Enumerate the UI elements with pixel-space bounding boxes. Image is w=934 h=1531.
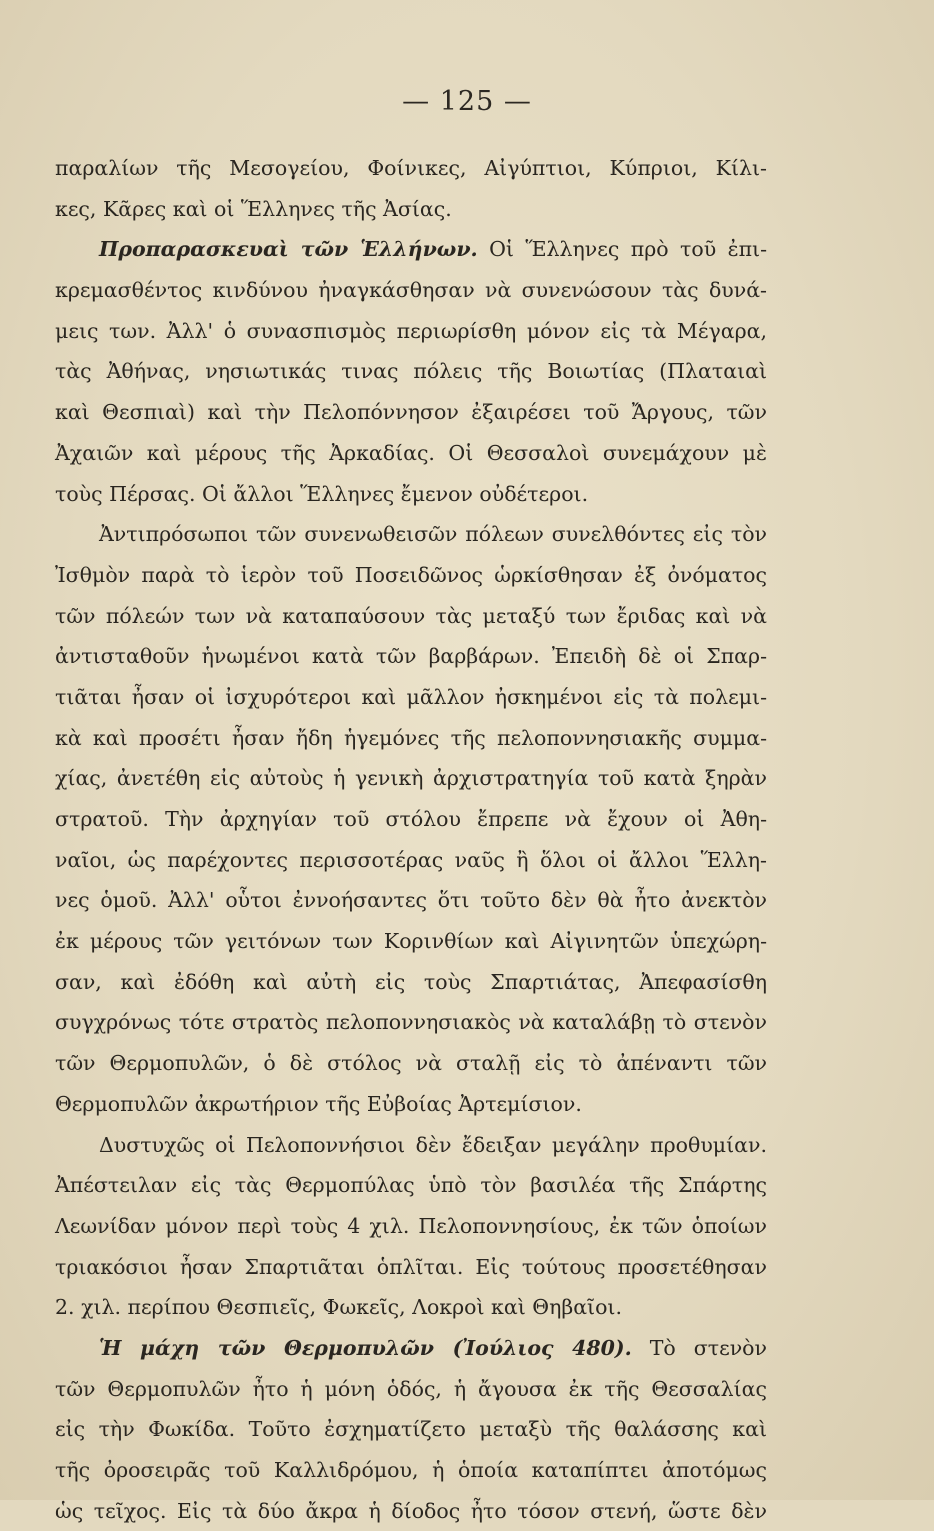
text-line xyxy=(55,311,767,352)
line-text: κες, Κᾶρες καὶ οἱ Ἕλληνες τῆς Ἀσίας. xyxy=(55,196,452,221)
line-text: 2. χιλ. περίπου Θεσπιεῖς, Φωκεῖς, Λοκροὶ καὶ Θηβαῖοι. xyxy=(55,1295,622,1320)
line-text: Δυστυχῶς οἱ Πελοποννήσιοι δὲν ἔδειξαν μεγάλην προθυμίαν. xyxy=(99,1132,767,1157)
line-text: τῶν Θερμοπυλῶν, ὁ δὲ στόλος νὰ σταλῇ εἰς τὸ ἀπέναντι τῶν xyxy=(55,1051,767,1076)
text-line xyxy=(55,840,767,881)
line-text: σαν, καὶ ἐδόθη καὶ αὐτὴ εἰς τοὺς Σπαρτιάτας, Ἀπεφασίσθη xyxy=(55,969,767,994)
text-line xyxy=(55,1002,767,1043)
text-line xyxy=(55,1369,767,1410)
line-text: ἀντισταθοῦν ἡνωμένοι κατὰ τῶν βαρβάρων. Ἐπειδὴ δὲ οἱ Σπαρ- xyxy=(55,644,767,669)
line-text: τὰς Ἀθήνας, νησιωτικάς τινας πόλεις τῆς Βοιωτίας (Πλαταιαὶ xyxy=(55,359,767,384)
line-text: τοὺς Πέρσας. Οἱ ἄλλοι Ἕλληνες ἔμενον οὐδέτεροι. xyxy=(55,481,589,506)
line-text: καὶ Θεσπιαὶ) καὶ τὴν Πελοπόννησον ἐξαιρέσει τοῦ Ἄργους, τῶν xyxy=(55,400,767,425)
line-text: τιᾶται ἦσαν οἱ ἰσχυρότεροι καὶ μᾶλλον ἠσκημένοι εἰς τὰ πολεμι- xyxy=(55,684,767,709)
line-text: τριακόσιοι ἦσαν Σπαρτιᾶται ὁπλῖται. Εἰς τούτους προσετέθησαν xyxy=(55,1254,767,1279)
text-line xyxy=(55,555,767,596)
line-text: εἰς τὴν Φωκίδα. Τοῦτο ἐσχηματίζετο μεταξὺ τῆς θαλάσσης καὶ xyxy=(55,1417,767,1442)
text-line xyxy=(55,1450,767,1491)
text-line xyxy=(55,351,767,392)
section-heading: Ἡ μάχη τῶν Θερμοπυλῶν (Ἰούλιος 480). xyxy=(99,1335,632,1360)
text-line xyxy=(55,1409,767,1450)
text-line xyxy=(55,962,767,1003)
text-line xyxy=(55,921,767,962)
text-line xyxy=(55,880,767,921)
line-text: κρεμασθέντος κινδύνου ἠναγκάσθησαν νὰ συνενώσουν τὰς δυνά- xyxy=(55,278,767,303)
line-text: τῶν πόλεών των νὰ καταπαύσουν τὰς μεταξύ των ἔριδας καὶ νὰ xyxy=(55,603,767,628)
text-line xyxy=(55,718,767,759)
line-text: στρατοῦ. Τὴν ἀρχηγίαν τοῦ στόλου ἔπρεπε νὰ ἔχουν οἱ Ἀθη- xyxy=(55,807,767,831)
line-text: Ἀντιπρόσωποι τῶν συνενωθεισῶν πόλεων συνελθόντες εἰς τὸν xyxy=(99,522,767,547)
line-text: συγχρόνως τότε στρατὸς πελοποννησιακὸς νὰ καταλάβῃ τὸ στενὸν xyxy=(55,1010,767,1035)
text-line xyxy=(55,433,767,474)
text-line xyxy=(55,189,767,230)
line-text: Ἀπέστειλαν εἰς τὰς Θερμοπύλας ὑπὸ τὸν βασιλέα τῆς Σπάρτης xyxy=(55,1173,767,1198)
text-line xyxy=(55,758,767,799)
text-line xyxy=(55,677,767,718)
body-text xyxy=(55,148,767,1531)
text-line xyxy=(55,1247,767,1288)
text-line xyxy=(55,636,767,677)
text-line xyxy=(55,1491,767,1531)
text-line xyxy=(55,799,767,840)
text-line xyxy=(55,1043,767,1084)
line-text: παραλίων τῆς Μεσογείου, Φοίνικες, Αἰγύπτιοι, Κύπριοι, Κίλι- xyxy=(55,156,767,180)
text-line xyxy=(55,392,767,433)
line-text: Ἰσθμὸν παρὰ τὸ ἱερὸν τοῦ Ποσειδῶνος ὡρκίσθησαν ἐξ ὀνόματος xyxy=(55,562,767,587)
text-line xyxy=(55,1165,767,1206)
line-text: μεις των. Ἀλλ' ὁ συνασπισμὸς περιωρίσθη μόνον εἰς τὰ Μέγαρα, xyxy=(55,318,767,343)
text-line xyxy=(55,514,767,555)
line-text: τῶν Θερμοπυλῶν ἦτο ἡ μόνη ὁδός, ἡ ἄγουσα ἐκ τῆς Θεσσαλίας xyxy=(55,1376,767,1401)
text-line xyxy=(55,1125,767,1166)
line-text: Οἱ Ἕλληνες πρὸ τοῦ ἐπι- xyxy=(477,237,768,262)
text-line xyxy=(55,270,767,311)
text-line xyxy=(55,1328,767,1369)
line-text: Ἀχαιῶν καὶ μέρους τῆς Ἀρκαδίας. Οἱ Θεσσαλοὶ συνεμάχουν μὲ xyxy=(55,440,767,465)
line-text: Λεωνίδαν μόνον περὶ τοὺς 4 χιλ. Πελοποννησίους, ἐκ τῶν ὁποίων xyxy=(55,1213,767,1238)
text-line xyxy=(55,1206,767,1247)
line-text: ὡς τεῖχος. Εἰς τὰ δύο ἄκρα ἡ δίοδος ἦτο τόσον στενή, ὥστε δὲν xyxy=(55,1498,767,1523)
text-line xyxy=(55,1287,767,1328)
text-line xyxy=(55,229,767,270)
text-line xyxy=(55,1084,767,1125)
line-text: Θερμοπυλῶν ἀκρωτήριον τῆς Εὐβοίας Ἀρτεμίσιον. xyxy=(55,1091,582,1116)
text-line xyxy=(55,596,767,637)
line-text: τῆς ὀροσειρᾶς τοῦ Καλλιδρόμου, ἡ ὁποία καταπίπτει ἀποτόμως xyxy=(55,1458,767,1482)
line-text: ναῖοι, ὡς παρέχοντες περισσοτέρας ναῦς ἢ ὅλοι οἱ ἄλλοι Ἕλλη- xyxy=(55,847,767,872)
line-text: Τὸ στενὸν xyxy=(631,1335,767,1360)
line-text: κὰ καὶ προσέτι ἦσαν ἤδη ἡγεμόνες τῆς πελοποννησιακῆς συμμα- xyxy=(55,725,767,750)
line-text: νες ὁμοῦ. Ἀλλ' οὗτοι ἐννοήσαντες ὅτι τοῦτο δὲν θὰ ἦτο ἀνεκτὸν xyxy=(55,888,767,913)
text-line xyxy=(55,474,767,515)
line-text: χίας, ἀνετέθη εἰς αὐτοὺς ἡ γενικὴ ἀρχιστρατηγία τοῦ κατὰ ξηρὰν xyxy=(55,766,767,791)
line-text: ἐκ μέρους τῶν γειτόνων των Κορινθίων καὶ Αἰγινητῶν ὑπεχώρη- xyxy=(55,929,767,954)
section-heading: Προπαρασκευαὶ τῶν Ἑλλήνων. xyxy=(99,237,478,262)
text-line xyxy=(55,148,767,189)
page-number: — 125 — xyxy=(402,86,532,117)
